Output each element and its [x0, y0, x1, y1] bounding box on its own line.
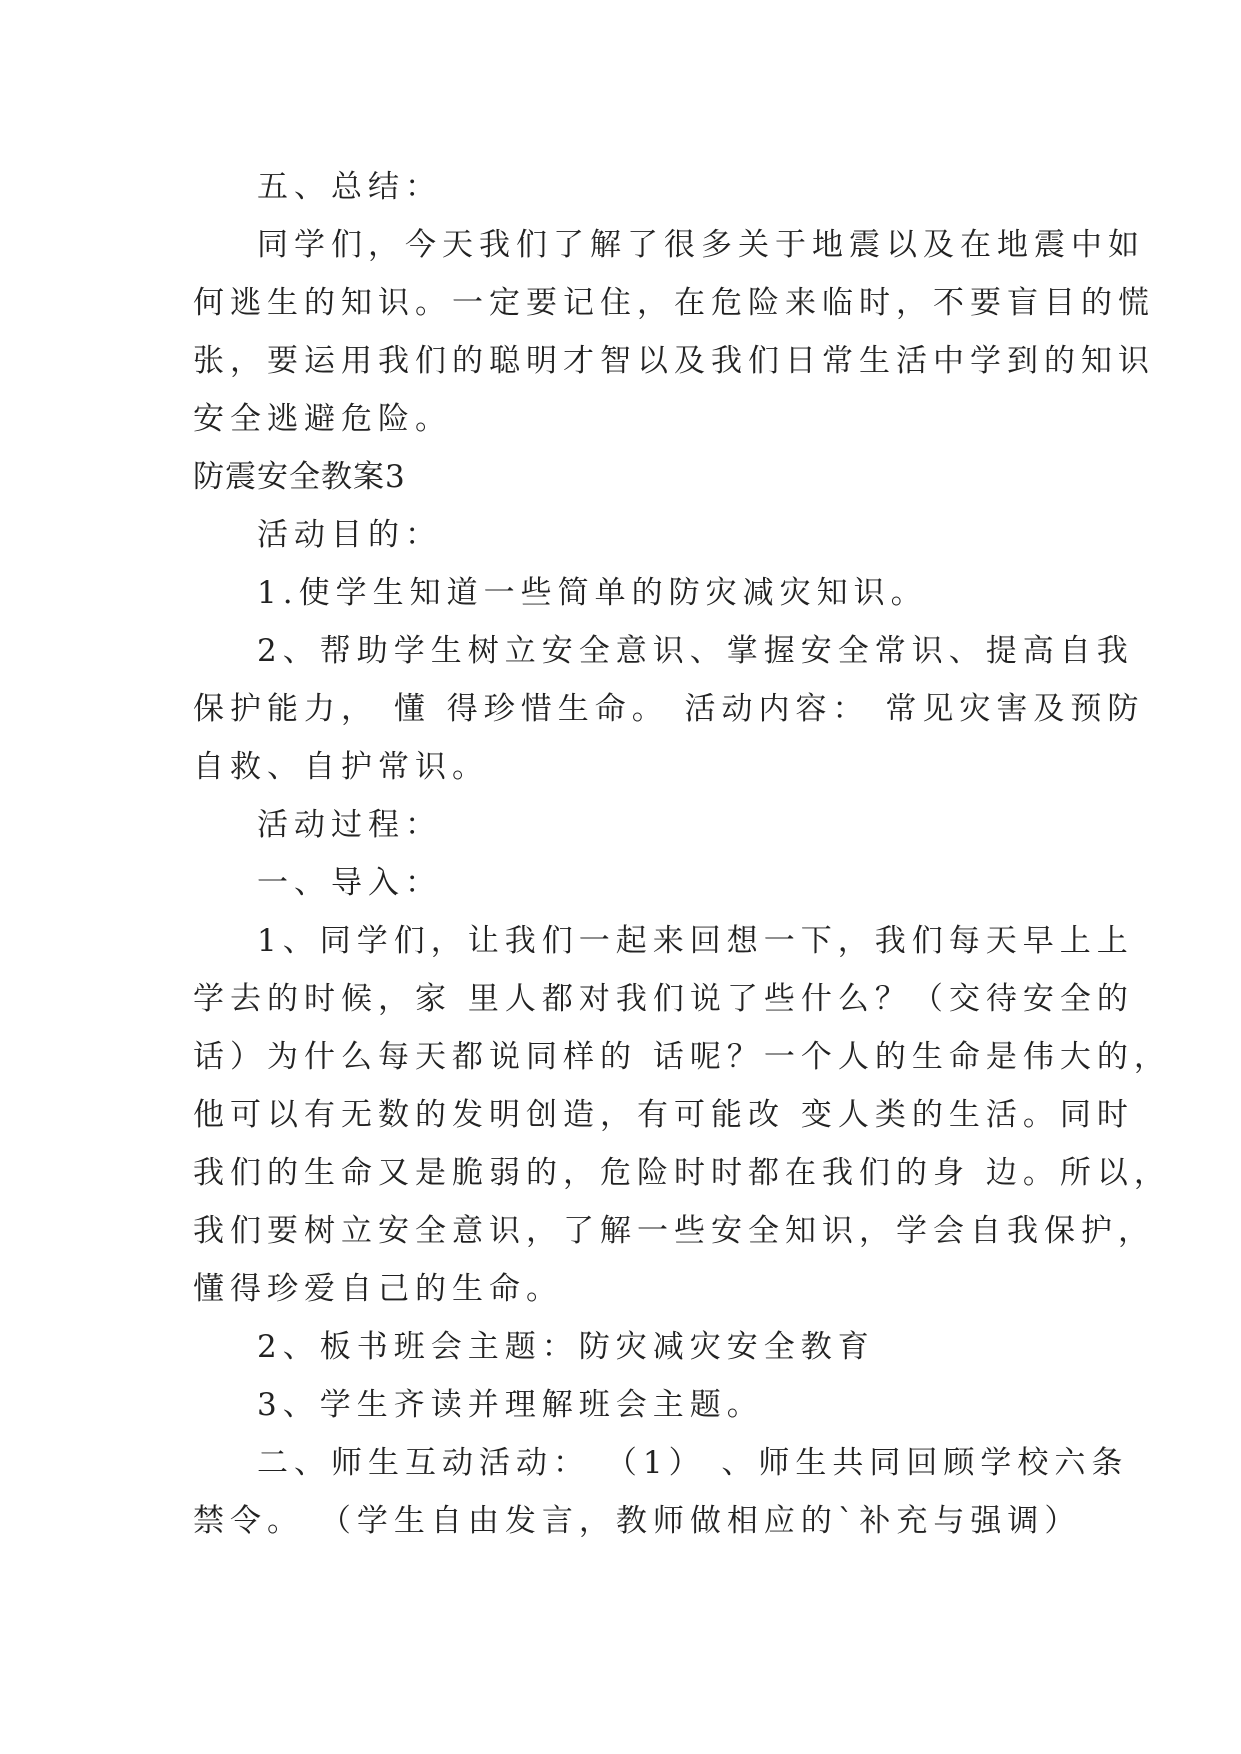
paragraph-line: 我们要树立安全意识，了解一些安全知识，学会自我保护，: [193, 1213, 1155, 1249]
paragraph-line: 3、学生齐读并理解班会主题。: [257, 1387, 764, 1423]
paragraph-line: 安全逃避危险。: [193, 401, 452, 437]
paragraph-line: 禁令。 （学生自由发言，教师做相应的`补充与强调）: [193, 1503, 1082, 1539]
paragraph-line: 他可以有无数的发明创造，有可能改 变人类的生活。同时: [193, 1097, 1134, 1133]
section-heading-objectives: 活动目的：: [257, 517, 442, 553]
section-heading-summary: 五、总结：: [257, 169, 442, 205]
paragraph-line: 二、师生互动活动： （1） 、师生共同回顾学校六条: [257, 1445, 1129, 1481]
paragraph-line: 话）为什么每天都说同样的 话呢？一个人的生命是伟大的，: [193, 1039, 1171, 1075]
document-body: [193, 158, 1171, 1550]
section-heading-intro: 一、导入：: [257, 865, 442, 901]
paragraph-line: 张，要运用我们的聪明才智以及我们日常生活中学到的知识: [193, 343, 1155, 379]
section-heading-process: 活动过程：: [257, 807, 442, 843]
paragraph-line: 2、帮助学生树立安全意识、掌握安全常识、提高自我: [257, 633, 1134, 669]
document-title: 防震安全教案3: [193, 459, 406, 495]
paragraph-line: 学去的时候，家 里人都对我们说了些什么？（交待安全的: [193, 981, 1134, 1017]
paragraph-line: 何逃生的知识。一定要记住，在危险来临时，不要盲目的慌: [193, 285, 1155, 321]
paragraph-line: 我们的生命又是脆弱的，危险时时都在我们的身 边。所以，: [193, 1155, 1171, 1191]
paragraph-line: 同学们，今天我们了解了很多关于地震以及在地震中如: [257, 227, 1145, 263]
paragraph-line: 懂得珍爱自己的生命。: [193, 1271, 563, 1307]
paragraph-line: 2、板书班会主题：防灾减灾安全教育: [257, 1329, 875, 1365]
paragraph-line: 保护能力， 懂 得珍惜生命。 活动内容： 常见灾害及预防: [193, 691, 1145, 727]
paragraph-line: 1.使学生知道一些简单的防灾减灾知识。: [257, 575, 928, 611]
paragraph-line: 自救、自护常识。: [193, 749, 489, 785]
paragraph-line: 1、同学们，让我们一起来回想一下，我们每天早上上: [257, 923, 1134, 959]
